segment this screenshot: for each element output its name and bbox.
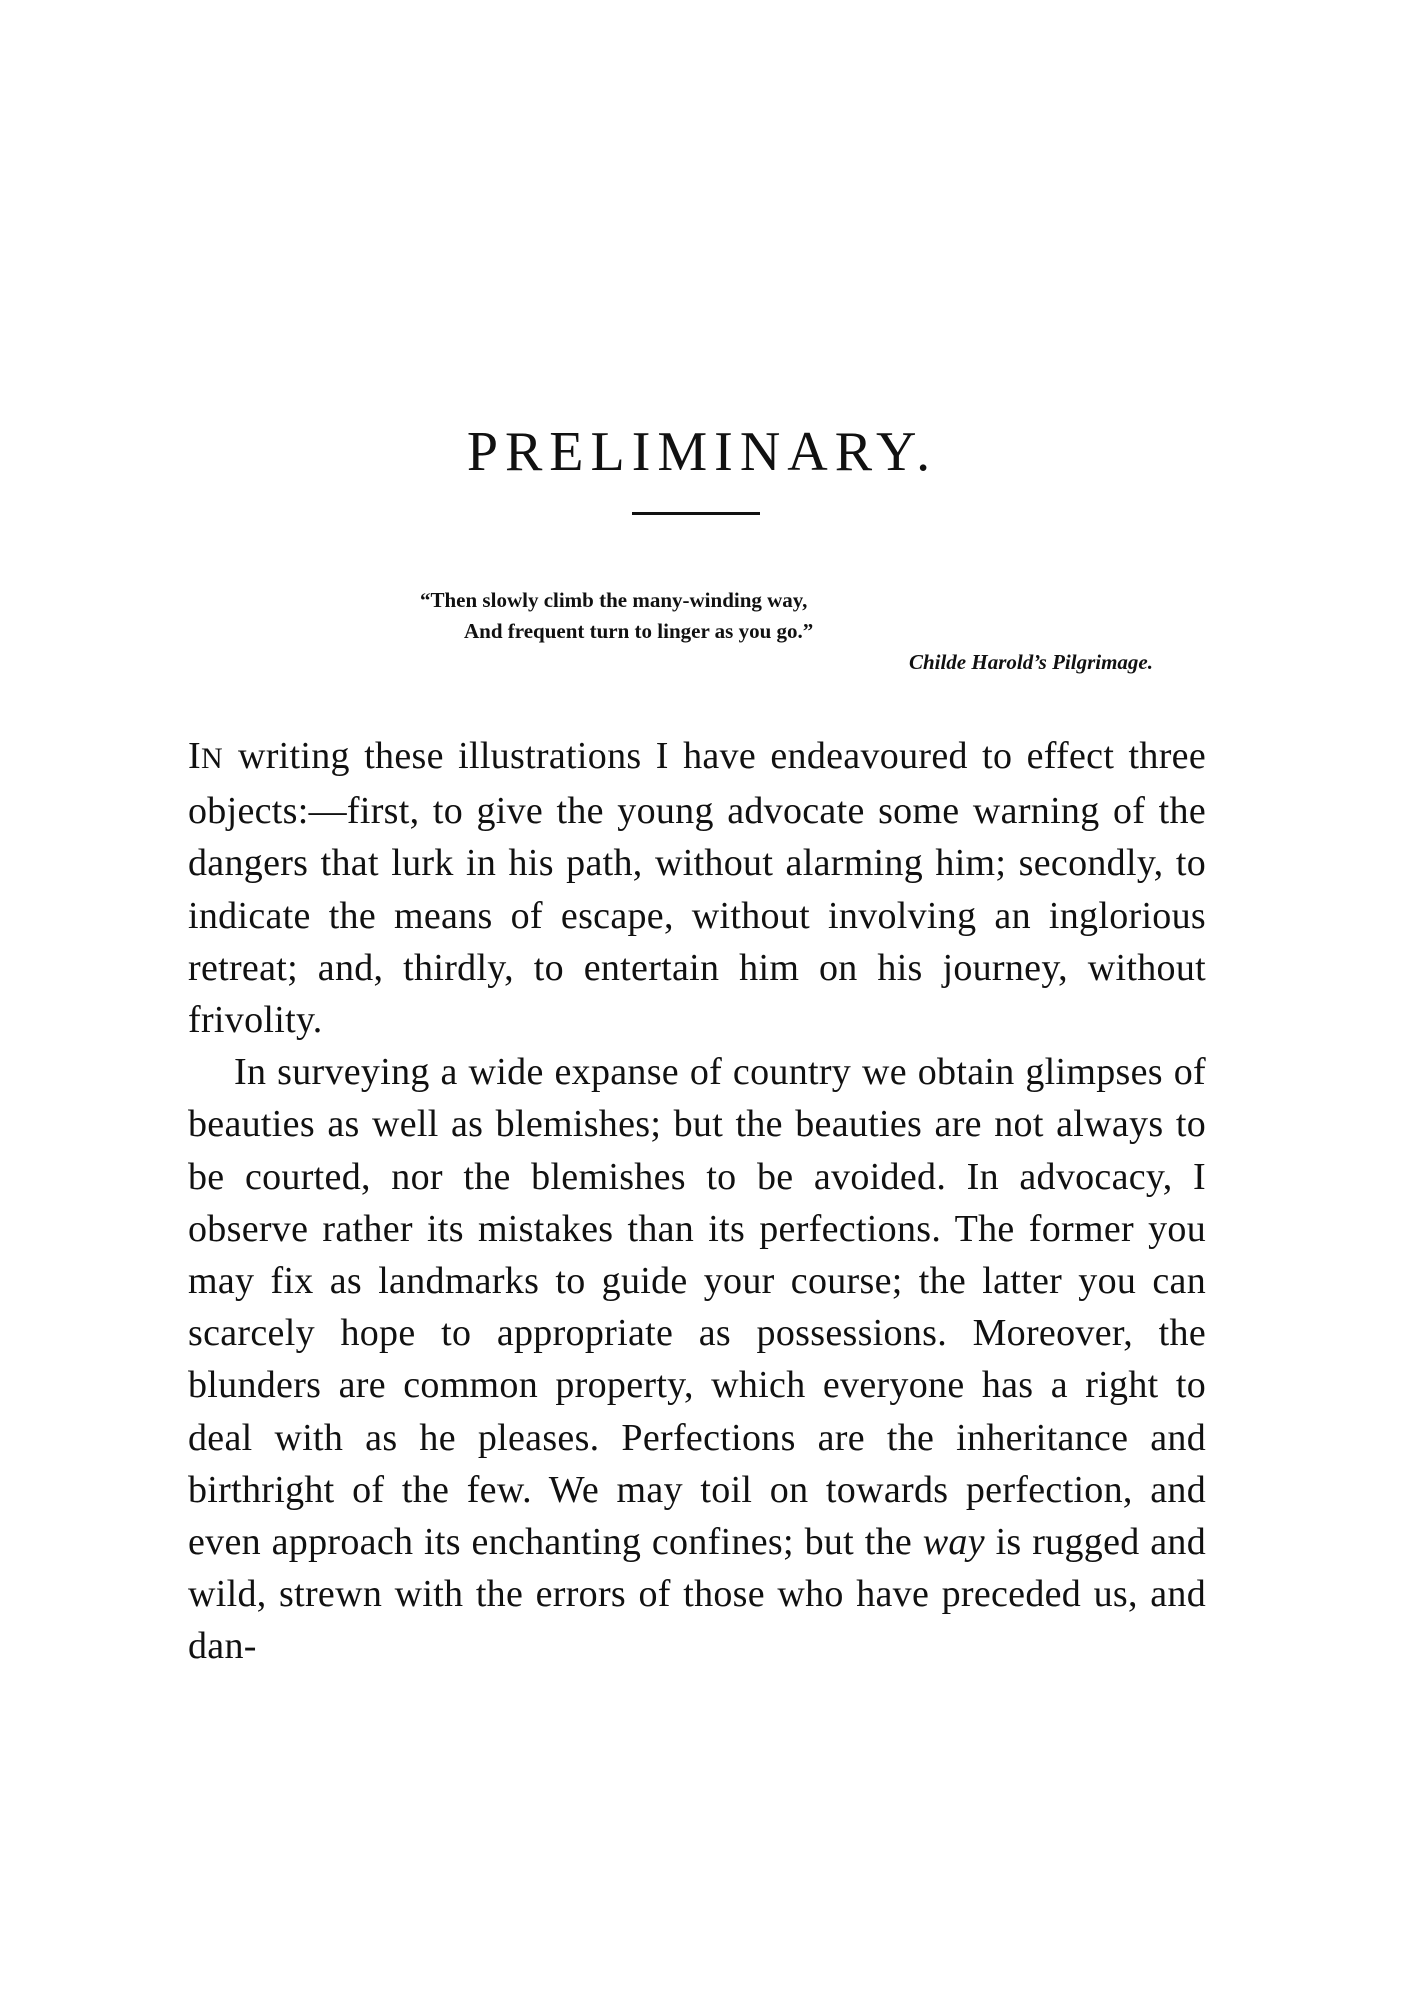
epigraph-source: Childe Harold’s Pilgrimage. <box>908 650 1153 674</box>
chapter-title: PRELIMINARY. <box>466 420 938 483</box>
paragraph-1 <box>188 730 1206 1046</box>
small-caps-initial: I <box>188 735 201 777</box>
italic-word: way <box>922 1521 985 1564</box>
small-caps-rest: N <box>200 742 224 775</box>
body-text <box>188 730 1206 1673</box>
paragraph-2-text-end: is rugged and wild, strewn with the errors of those who have preceded us, and dan- <box>188 1521 1206 1668</box>
epigraph-line-2: And frequent turn to linger as you go.” <box>464 619 814 643</box>
paragraph-1-text: writing these illustrations I have endeavoured to effect three objects:—first, to give the young advocate some warning of the dangers that lurk in his path, without alarming him; secondly, to indicate the means of escape, without involving an inglorious retreat; and, thirdly, to entertain him on his journey, without frivolity. <box>188 735 1206 1042</box>
paragraph-2-text-start: In surveying a wide expanse of country we obtain glimpses of beauties as well as blemishes; but the beauties are not always to be courted, nor the blemishes to be avoided. In advocacy, I observe rather its mistakes than its perfections. The former you may fix as landmarks to guide your course; the latter you can scarcely hope to appropriate as possessions. Moreover, the blunders are common property, which everyone has a right to deal with as he pleases. Perfections are the inheritance and birthright of the few. We may toil on towards perfection, and even approach its enchanting confines; but the <box>188 1051 1206 1564</box>
title-rule <box>632 512 760 515</box>
epigraph <box>420 585 1160 678</box>
epigraph-line-1: “Then slowly climb the many-winding way, <box>420 588 808 612</box>
paragraph-2 <box>188 1046 1206 1672</box>
